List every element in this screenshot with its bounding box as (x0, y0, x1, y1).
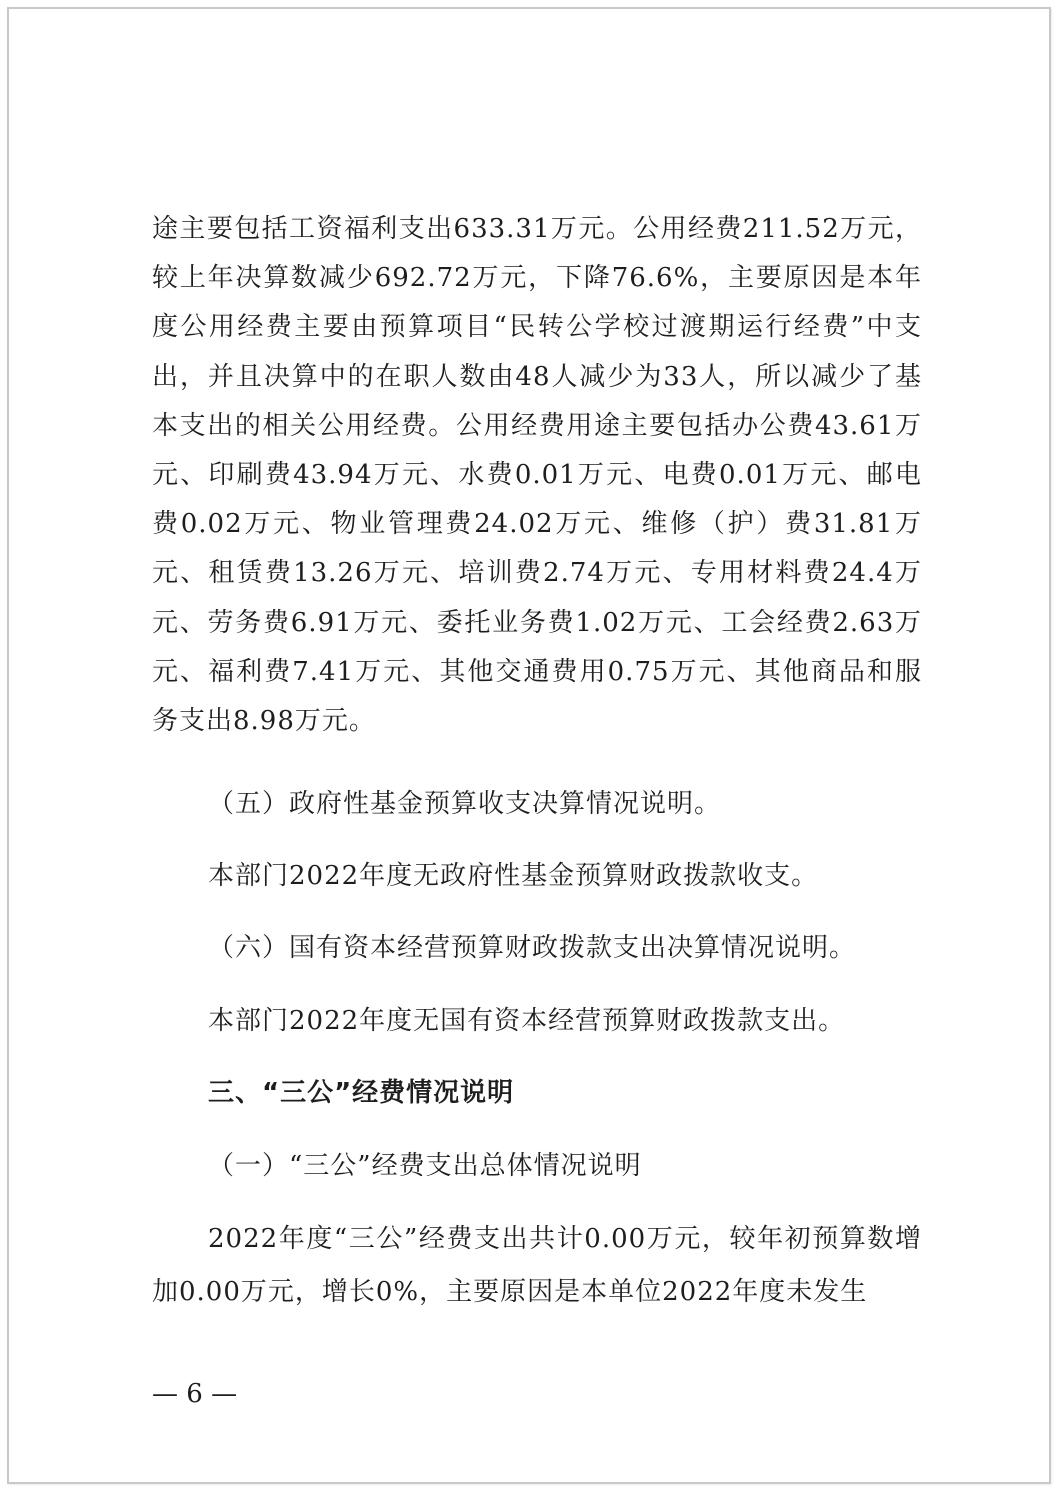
paragraph-three-public-total: 2022年度“三公”经费支出共计0.00万元，较年初预算数增加0.00万元，增长0%，主要原因是本单位2022年度未发生 (152, 1224, 922, 1307)
subsection-overall-expenses-title: （一）“三公”经费支出总体情况说明 (208, 1151, 642, 1181)
section-three-public-expenses-title: 三、“三公”经费情况说明 (208, 1078, 515, 1108)
paragraph-state-capital-budget: 本部门2022年度无国有资本经营预算财政拨款支出。 (208, 1006, 846, 1036)
page-number: — 6 — (152, 1379, 238, 1409)
paragraph-government-fund-budget: 本部门2022年度无政府性基金预算财政拨款收支。 (208, 861, 819, 891)
document-page (7, 7, 1051, 1484)
heading-state-capital-budget: （六）国有资本经营预算财政拨款支出决算情况说明。 (208, 933, 857, 963)
heading-government-fund-budget: （五）政府性基金预算收支决算情况说明。 (208, 789, 722, 819)
paragraph-public-expenses: 途主要包括工资福利支出633.31万元。公用经费211.52万元，较上年决算数减少692.72万元，下降76.6%，主要原因是本年度公用经费主要由预算项目“民转公学校过渡期运行经费”中支出，并且决算中的在职人数由48人减少为33人，所以减少了基本支出的相关公用经费。公用经费用途主要包括办公费43.61万元、印刷费43.94万元、水费0.01万元、电费0.01万元、邮电费0.02万元、物业管理费24.02万元、维修（护）费31.81万元、租赁费13.26万元、培训费2.74万元、专用材料费24.4万元、劳务费6.91万元、委托业务费1.02万元、工会经费2.63万元、福利费7.41万元、其他交通费用0.75万元、其他商品和服务支出8.98万元。 (152, 214, 922, 737)
